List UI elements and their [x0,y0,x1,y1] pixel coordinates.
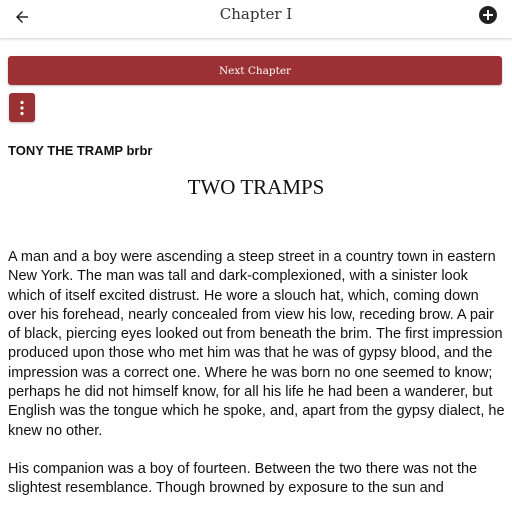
chapter-menu-button[interactable] [9,93,35,122]
add-circle-icon [478,5,498,25]
add-button[interactable] [478,5,498,25]
next-chapter-button[interactable]: Next Chapter [8,56,502,85]
page-title: Chapter I [219,5,293,23]
book-title: TONY THE TRAMP brbr [8,143,153,158]
chapter-heading: TWO TRAMPS [187,175,325,199]
chapter-body [8,248,506,512]
app-bar [0,0,512,39]
more-vertical-icon [19,100,25,116]
chapter-paragraph: His companion was a boy of fourteen. Between the two there was not the slightest resemblance. Though browned by exposure to the sun and [8,460,478,497]
chapter-paragraph: A man and a boy were ascending a steep street in a country town in eastern New York. The man was tall and dark-complexioned, with a sinister look which of itself excited distrust. He wore a slouch hat, which, coming down over his forehead, nearly concealed from view his low, receding brow. A pair of black, piercing eyes looked out from beneath the brim. The first impression produced upon those who met him was that he was of gypsy blood, and the impression was a correct one. Where he was born no one seemed to know; perhaps he did not himself know, for all his life he had been a wanderer, but English was the tongue which he spoke, and, apart from the gypsy dialect, he knew no other. [8,249,505,439]
